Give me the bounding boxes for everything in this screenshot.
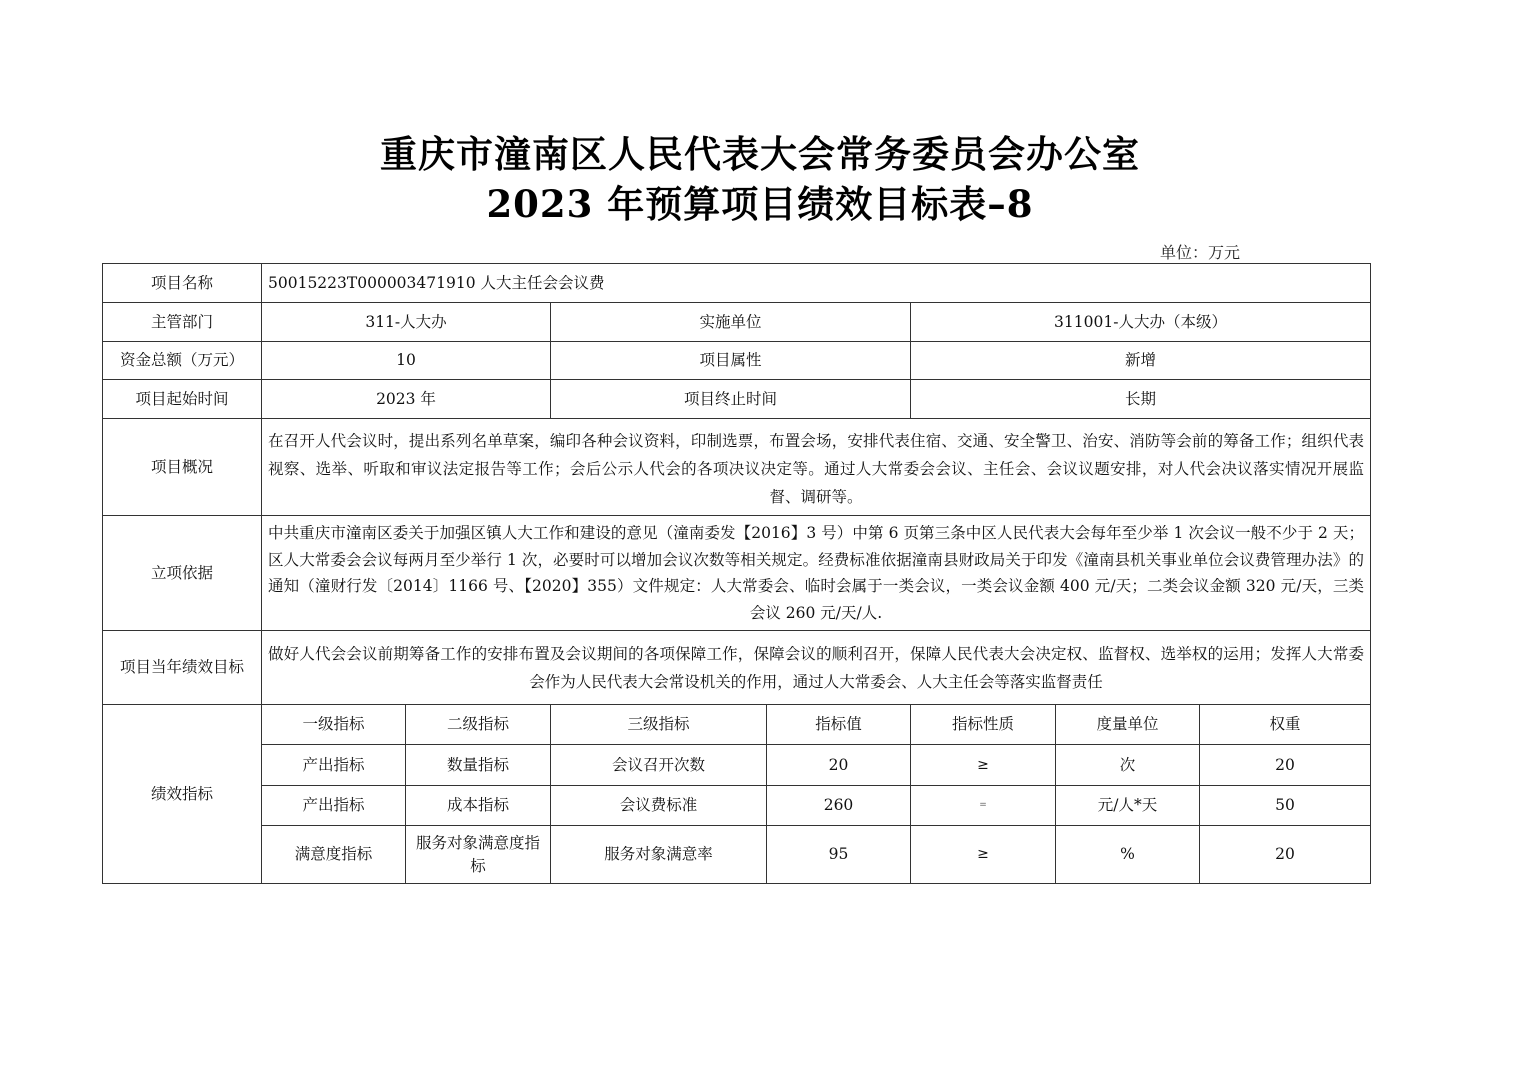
header-unit: 度量单位 [1056, 705, 1200, 745]
attr-value: 新增 [911, 342, 1371, 380]
indicator-unit: 次 [1056, 745, 1200, 786]
page-title: 重庆市潼南区人民代表大会常务委员会办公室 [380, 132, 1140, 176]
indicator-value: 95 [767, 826, 911, 884]
unit-label: 单位：万元 [1160, 243, 1241, 262]
header-nature: 指标性质 [911, 705, 1056, 745]
indicator-level3: 会议召开次数 [551, 745, 767, 786]
indicator-unit: % [1056, 826, 1200, 884]
header-weight: 权重 [1200, 705, 1371, 745]
indicator-level1: 产出指标 [262, 745, 406, 786]
indicators-label: 绩效指标 [103, 705, 262, 884]
indicator-nature: ≥ [911, 826, 1056, 884]
indicator-level3: 会议费标准 [551, 786, 767, 826]
indicator-level2: 服务对象满意度指标 [406, 826, 551, 884]
row-fund [103, 342, 1371, 380]
dept-value: 311-人大办 [262, 303, 551, 342]
performance-target-table [102, 263, 1371, 884]
impl-value: 311001-人大办（本级） [911, 303, 1371, 342]
indicator-level2: 成本指标 [406, 786, 551, 826]
indicator-level1: 满意度指标 [262, 826, 406, 884]
page-subtitle: 2023 年预算项目绩效目标表–8 [486, 182, 1034, 226]
dept-label: 主管部门 [103, 303, 262, 342]
indicator-row [103, 745, 1371, 786]
row-overview [103, 419, 1371, 516]
indicator-value: 20 [767, 745, 911, 786]
goal-text: 做好人代会会议前期筹备工作的安排布置及会议期间的各项保障工作，保障会议的顺利召开，保障人民代表大会决定权、监督权、选举权的运用；发挥人大常委会作为人民代表大会常设机关的作用，通过人大常委会、人大主任会等落实监督责任 [262, 631, 1371, 705]
overview-label: 项目概况 [103, 419, 262, 516]
header-level1: 一级指标 [262, 705, 406, 745]
row-department [103, 303, 1371, 342]
indicator-level2: 数量指标 [406, 745, 551, 786]
indicator-unit: 元/人*天 [1056, 786, 1200, 826]
indicator-row [103, 786, 1371, 826]
indicator-weight: 50 [1200, 786, 1371, 826]
indicator-nature: = [911, 786, 1056, 826]
header-level3: 三级指标 [551, 705, 767, 745]
indicator-level1: 产出指标 [262, 786, 406, 826]
indicator-weight: 20 [1200, 745, 1371, 786]
end-label: 项目终止时间 [551, 380, 911, 419]
indicator-row [103, 826, 1371, 884]
indicator-nature: ≥ [911, 745, 1056, 786]
goal-label: 项目当年绩效目标 [103, 631, 262, 705]
start-label: 项目起始时间 [103, 380, 262, 419]
row-time [103, 380, 1371, 419]
row-goal [103, 631, 1371, 705]
fund-label: 资金总额（万元） [103, 342, 262, 380]
header-value: 指标值 [767, 705, 911, 745]
row-project-name [103, 264, 1371, 303]
indicator-weight: 20 [1200, 826, 1371, 884]
project-name-label: 项目名称 [103, 264, 262, 303]
fund-value: 10 [262, 342, 551, 380]
indicator-header-row [103, 705, 1371, 745]
overview-text: 在召开人代会议时，提出系列名单草案，编印各种会议资料，印制选票，布置会场，安排代表住宿、交通、安全警卫、治安、消防等会前的筹备工作；组织代表视察、选举、听取和审议法定报告等工作；会后公示人代会的各项决议决定等。通过人大常委会会议、主任会、会议议题安排，对人代会决议落实情况开展监督、调研等。 [262, 419, 1371, 516]
start-value: 2023 年 [262, 380, 551, 419]
basis-label: 立项依据 [103, 516, 262, 631]
end-value: 长期 [911, 380, 1371, 419]
attr-label: 项目属性 [551, 342, 911, 380]
impl-label: 实施单位 [551, 303, 911, 342]
indicator-level3: 服务对象满意率 [551, 826, 767, 884]
basis-text: 中共重庆市潼南区委关于加强区镇人大工作和建设的意见（潼南委发【2016】3 号）中第 6 页第三条中区人民代表大会每年至少举 1 次会议一般不少于 2 天；区人大常委会会议每两月至少举行 1 次，必要时可以增加会议次数等相关规定。经费标准依据潼南县财政局关于印发《潼南县机关事业单位会议费管理办法》的通知（潼财行发〔2014〕1166 号、【2020】355）文件规定：人大常委会、临时会属于一类会议，一类会议金额 400 元/天；二类会议金额 320 元/天，三类会议 260 元/天/人. [262, 516, 1371, 631]
indicator-value: 260 [767, 786, 911, 826]
project-name-value: 50015223T000003471910 人大主任会会议费 [262, 264, 1371, 303]
row-basis [103, 516, 1371, 631]
header-level2: 二级指标 [406, 705, 551, 745]
